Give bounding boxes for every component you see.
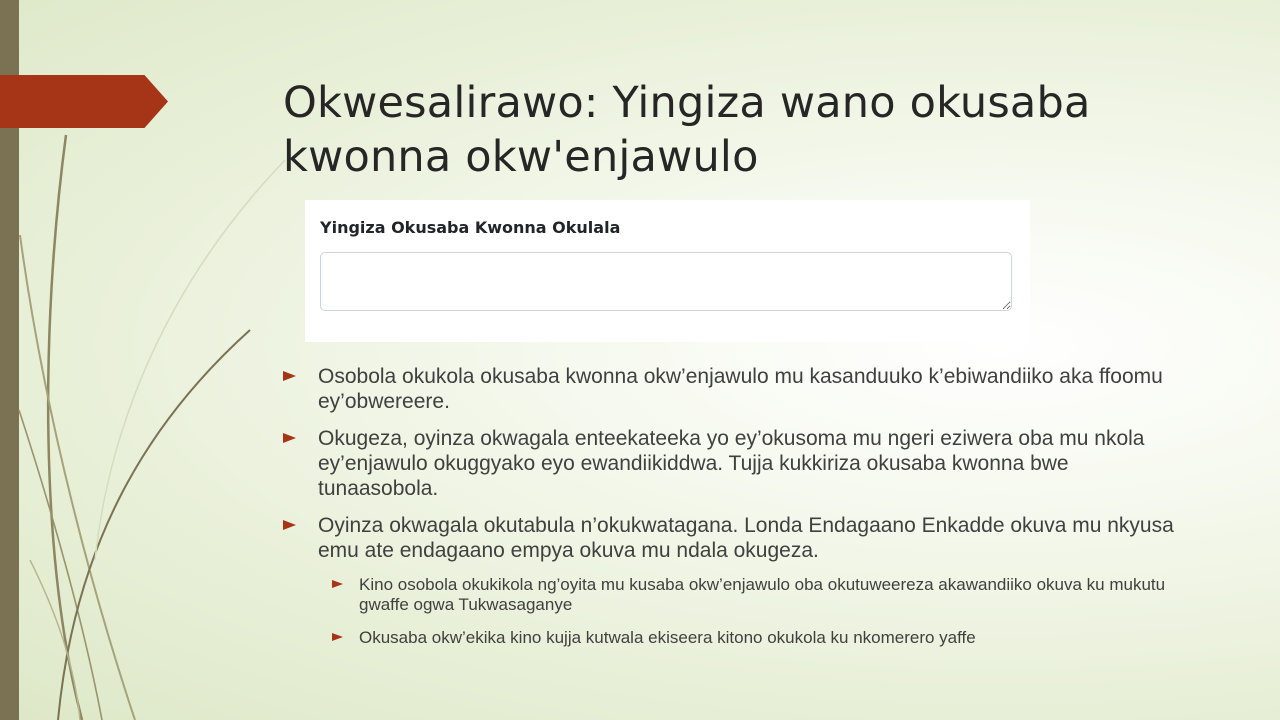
arrow-bullet-icon [332, 633, 343, 641]
special-request-textarea[interactable] [320, 252, 1012, 311]
bullet-item [283, 426, 1183, 501]
arrow-bullet-icon [332, 580, 343, 588]
accent-arrow-shape [0, 75, 168, 128]
bullet-text: Oyinza okwagala okutabula n’okukwatagana. Londa Endagaano Enkadde okuva mu nkyusa emu ate endagaano empya okuva mu ndala okugeza. [318, 514, 1174, 562]
bullet-text: Okugeza, oyinza okwagala enteekateeka yo ey’okusoma mu ngeri eziwera oba mu nkola ey’enjawulo okuggyako eyo ewandiikiddwa. Tujja kukkiriza okusaba kwonna bwe tunaasobola. [318, 427, 1145, 500]
bullet-list [283, 364, 1183, 661]
slide-title: Okwesalirawo: Yingiza wano okusaba kwonna okw'enjawulo [283, 78, 1091, 182]
form-label: Yingiza Okusaba Kwonna Okulala [320, 218, 621, 237]
form-screenshot-card [305, 200, 1030, 342]
sub-bullet-text: Okusaba okw’ekika kino kujja kutwala ekiseera kitono okukola ku nkomerero yaffe [359, 628, 976, 647]
arrow-bullet-icon [283, 520, 296, 530]
arrow-bullet-icon [283, 371, 296, 381]
sub-bullet-item [283, 575, 1183, 615]
sub-bullet-item [283, 628, 1183, 648]
arrow-bullet-icon [283, 433, 296, 443]
bullet-text: Osobola okukola okusaba kwonna okw’enjawulo mu kasanduuko k’ebiwandiiko aka ffoomu ey’obwereere. [318, 365, 1163, 413]
bullet-item [283, 513, 1183, 563]
bullet-item [283, 364, 1183, 414]
sub-bullet-text: Kino osobola okukikola ng’oyita mu kusaba okw’enjawulo oba okutuweereza akawandiiko okuva ku mukutu gwaffe ogwa Tukwasaganye [359, 575, 1166, 614]
